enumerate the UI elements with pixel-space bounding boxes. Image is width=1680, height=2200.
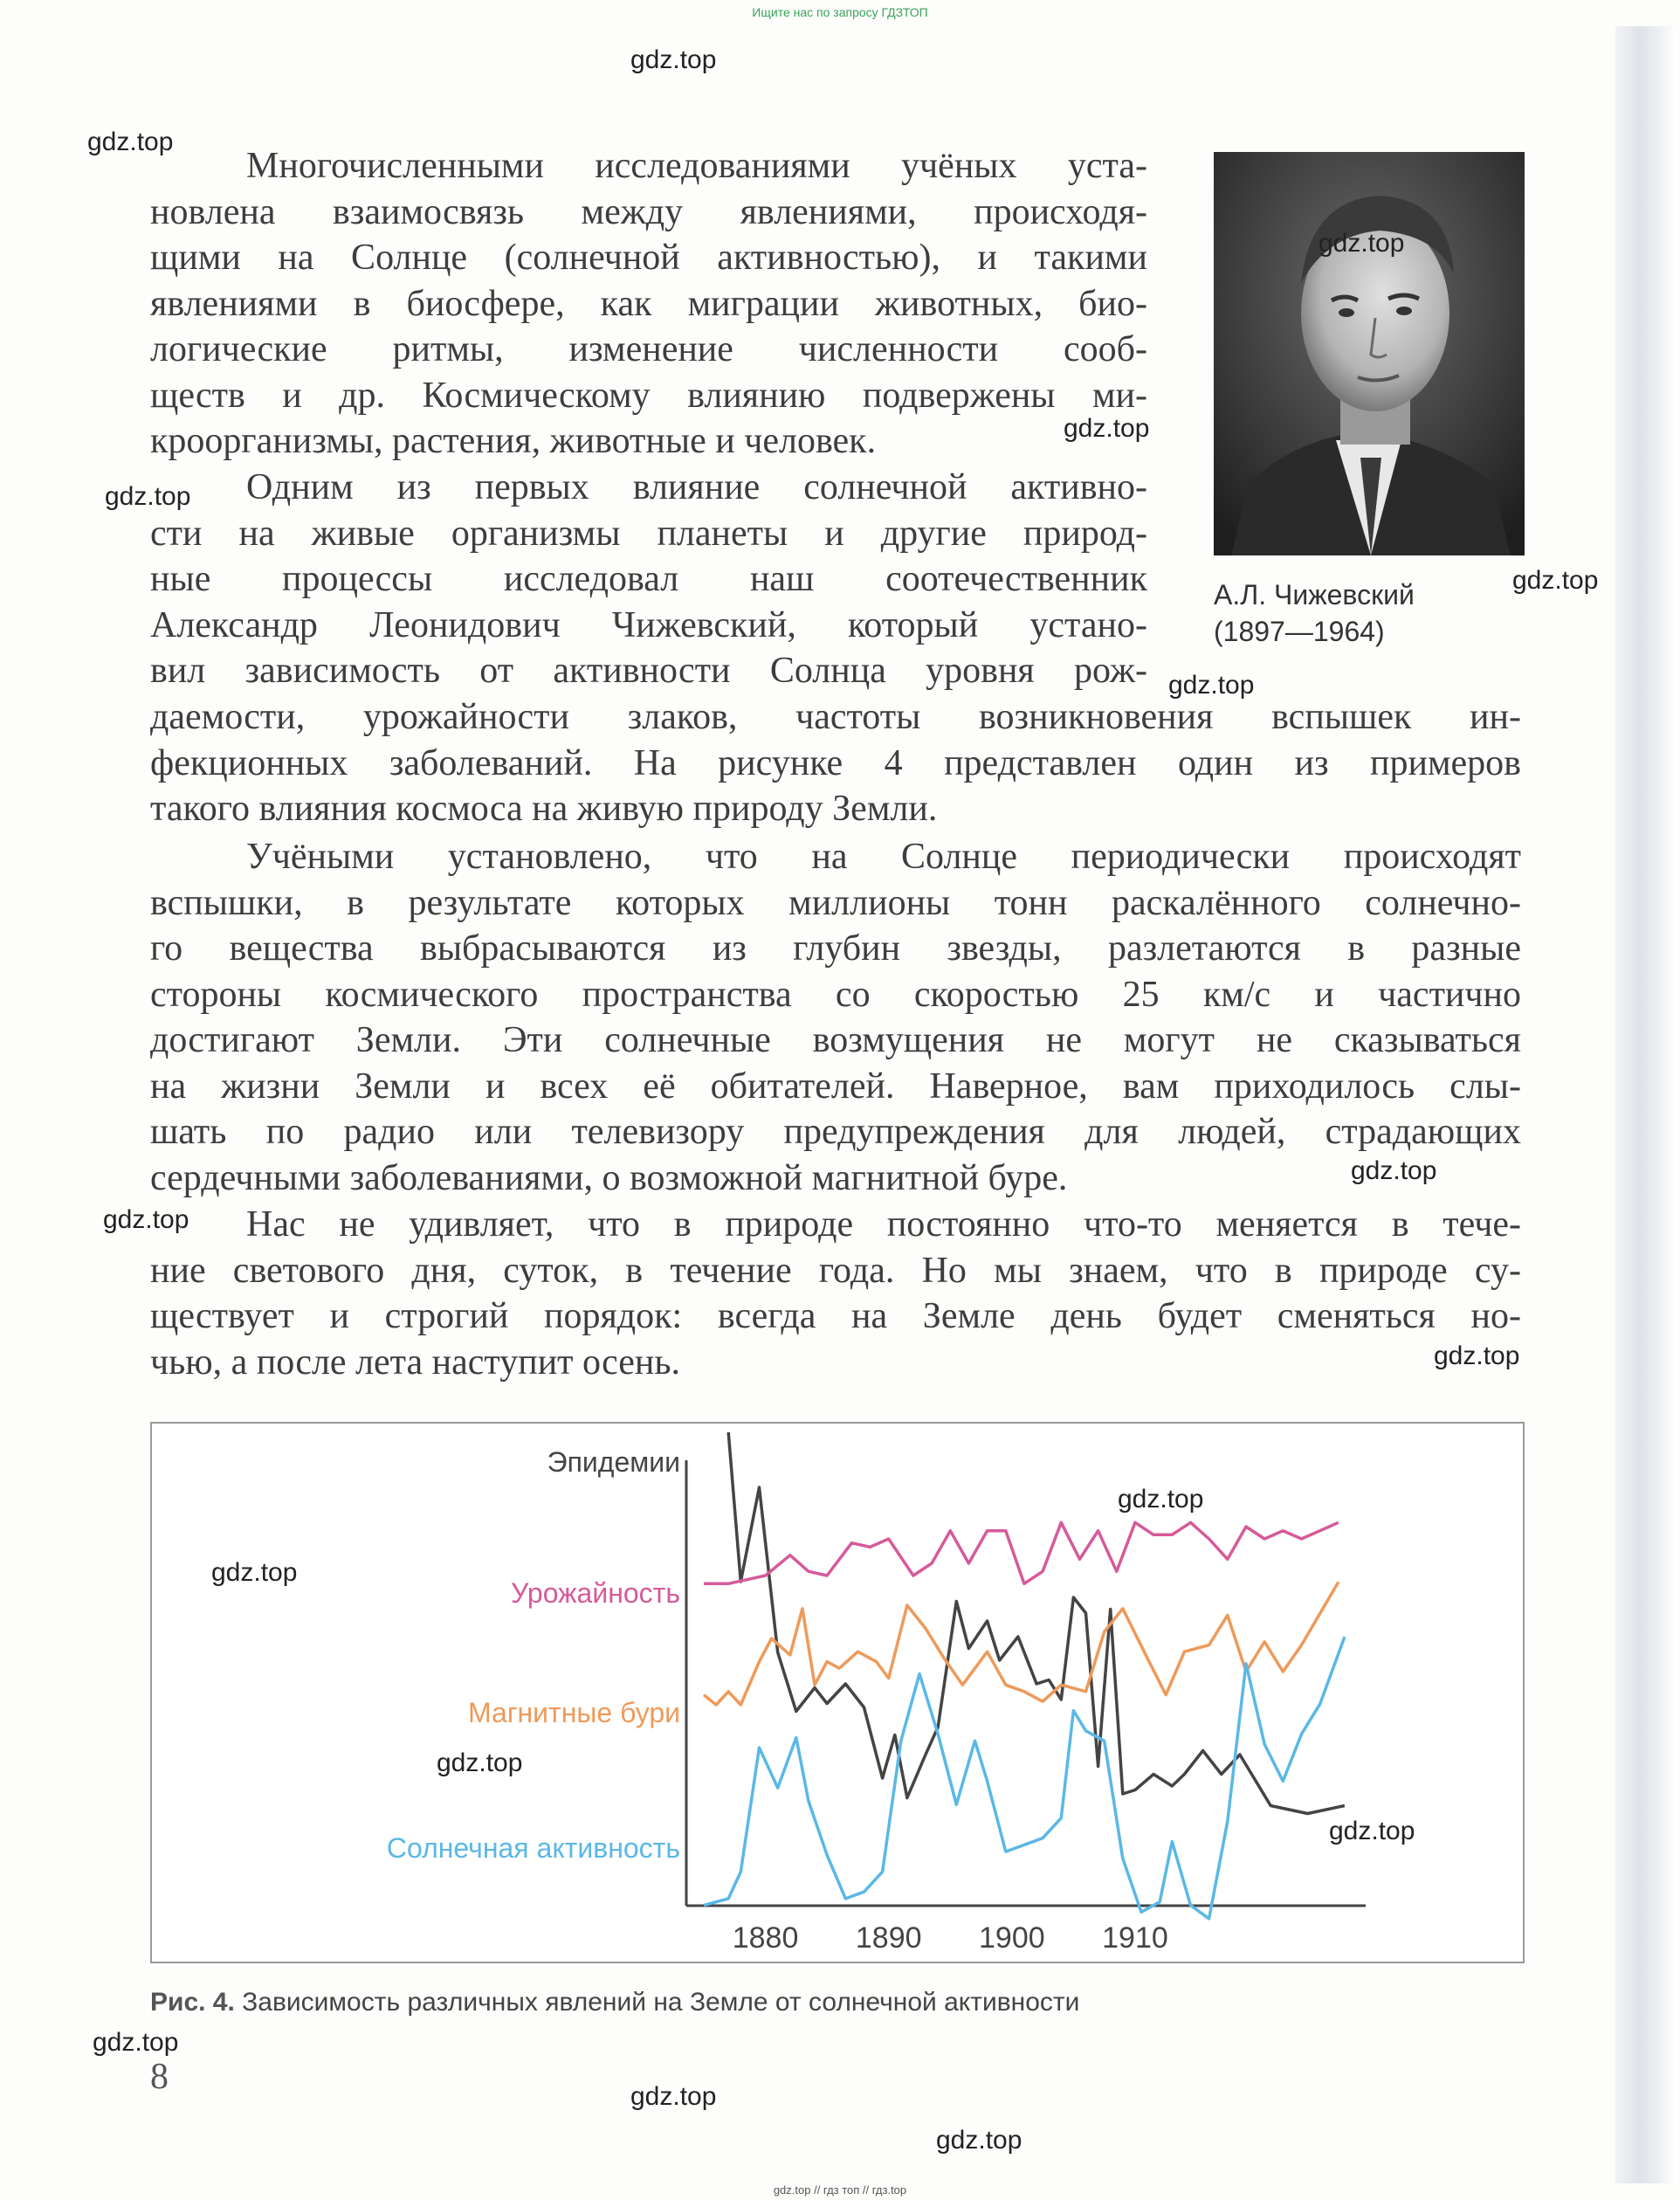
text-line: Многочисленными исследованиями учёных уста- (246, 146, 1147, 186)
figure-caption (150, 1988, 1079, 2017)
paragraph-solar-flares (150, 834, 1521, 1201)
figure-chart-frame (150, 1422, 1525, 1963)
watermark-text: gdz.top (87, 128, 174, 156)
paragraph-chizhevsky (150, 465, 1147, 694)
paragraph-solar-biosphere (150, 143, 1150, 465)
text-line: ществует и строгий порядок: всегда на Земле день будет сменяться но- (150, 1296, 1521, 1336)
text-line: Александр Леонидович Чижевский, который устано- (150, 604, 1147, 645)
figure-label: Рис. 4. (150, 1988, 235, 2017)
portrait-caption (1214, 576, 1415, 650)
watermark-text: gdz.top (936, 2126, 1022, 2155)
watermark-text: gdz.top (437, 1748, 523, 1777)
series-line (728, 1432, 1345, 1814)
text-line: достигают Земли. Эти солнечные возмущения не могут не сказываться (150, 1020, 1521, 1060)
solar-activity-chart (152, 1424, 1523, 1962)
text-line: сти на живые организмы планеты и другие природ- (150, 513, 1147, 554)
watermark-text: gdz.top (103, 1205, 189, 1234)
watermark-text: gdz.top (630, 45, 717, 74)
page-number: 8 (150, 2057, 169, 2097)
text-line: явлениями в биосфере, как миграции животных, био- (150, 283, 1147, 324)
watermark-text: gdz.top (1064, 414, 1150, 443)
paragraph-natural-order (150, 1202, 1521, 1385)
figure-caption-text: Зависимость различных явлений на Земле от солнечной активности (242, 1988, 1080, 2017)
text-line: Учёными установлено, что на Солнце периодически происходят (246, 837, 1521, 877)
watermark-text: gdz.top (630, 2082, 717, 2111)
text-line: на жизни Земли и всех её обитателей. Наверное, вам приходилось слы- (150, 1066, 1521, 1107)
portrait-years: (1897—1964) (1214, 616, 1385, 647)
text-line: сердечными заболеваниями, о возможной магнитной буре. (150, 1157, 1068, 1198)
text-line: чью, а после лета наступит осень. (150, 1341, 681, 1383)
text-line: вил зависимость от активности Солнца уровня рож- (150, 651, 1147, 691)
series-line (704, 1637, 1345, 1919)
watermark-text: gdz.top (1351, 1156, 1437, 1185)
text-line: шать по радио или телевизору предупреждения для людей, страдающих (150, 1112, 1521, 1152)
text-line: ные процессы исследовал наш соотечественник (150, 559, 1147, 599)
text-line: логические ритмы, изменение численности сооб- (150, 329, 1147, 369)
watermark-text: gdz.top (1512, 566, 1599, 595)
watermark-text: gdz.top (1434, 1341, 1520, 1370)
x-tick-label: 1900 (979, 1921, 1045, 1955)
text-line: го вещества выбрасываются из глубин звезды, разлетаются в разные (150, 928, 1521, 969)
portrait-name: А.Л. Чижевский (1214, 579, 1415, 610)
text-line: Нас не удивляет, что в природе постоянно что-то меняется в тече- (246, 1204, 1521, 1245)
watermark-text: gdz.top (105, 482, 191, 511)
text-line: новлена взаимосвязь между явлениями, происходя- (150, 191, 1147, 232)
portrait-illustration (1214, 152, 1525, 555)
watermark-text: gdz.top (1329, 1817, 1415, 1845)
text-line: щими на Солнце (солнечной активностью), и такими (150, 238, 1147, 278)
book-spine-shadow (1615, 26, 1677, 2183)
series-label: Солнечная активность (386, 1832, 680, 1864)
x-tick-label: 1890 (855, 1921, 922, 1955)
watermark-text: gdz.top (1118, 1485, 1204, 1514)
x-tick-label: 1880 (732, 1921, 799, 1955)
text-line: Одним из первых влияние солнечной активно- (246, 467, 1147, 507)
text-line: ние светового дня, суток, в течение года. Но мы знаем, что в природе су- (150, 1250, 1521, 1291)
bottom-note: gdz.top // гдз топ // гдз.top (773, 2183, 907, 2197)
text-line: вспышки, в результате которых миллионы тонн раскалённого солнечно- (150, 882, 1521, 923)
paragraph-chizhevsky-continued (150, 694, 1521, 832)
x-tick-label: 1910 (1102, 1921, 1168, 1955)
watermark-text: gdz.top (211, 1558, 298, 1587)
series-label: Эпидемии (547, 1446, 680, 1478)
text-line: ществ и др. Космическому влиянию подвержены ми- (150, 375, 1147, 416)
watermark-text: gdz.top (1319, 229, 1405, 258)
watermark-text: gdz.top (1168, 671, 1255, 700)
text-line: фекционных заболеваний. На рисунке 4 представлен один из примеров (150, 742, 1521, 783)
portrait-photo (1214, 152, 1525, 555)
text-line: стороны космического пространства со скоростью 25 км/с и частично (150, 974, 1521, 1015)
text-line: даемости, урожайности злаков, частоты возникновения вспышек ин- (150, 697, 1521, 737)
series-line (704, 1522, 1339, 1583)
series-label: Магнитные бури (468, 1697, 680, 1728)
watermark-text: gdz.top (93, 2028, 179, 2057)
text-line: кроорганизмы, растения, животные и человек. (150, 421, 877, 461)
series-label: Урожайность (511, 1577, 680, 1609)
text-line: такого влияния космоса на живую природу Земли. (150, 789, 938, 829)
top-search-note: Ищите нас по запросу ГДЗТОП (752, 5, 928, 19)
